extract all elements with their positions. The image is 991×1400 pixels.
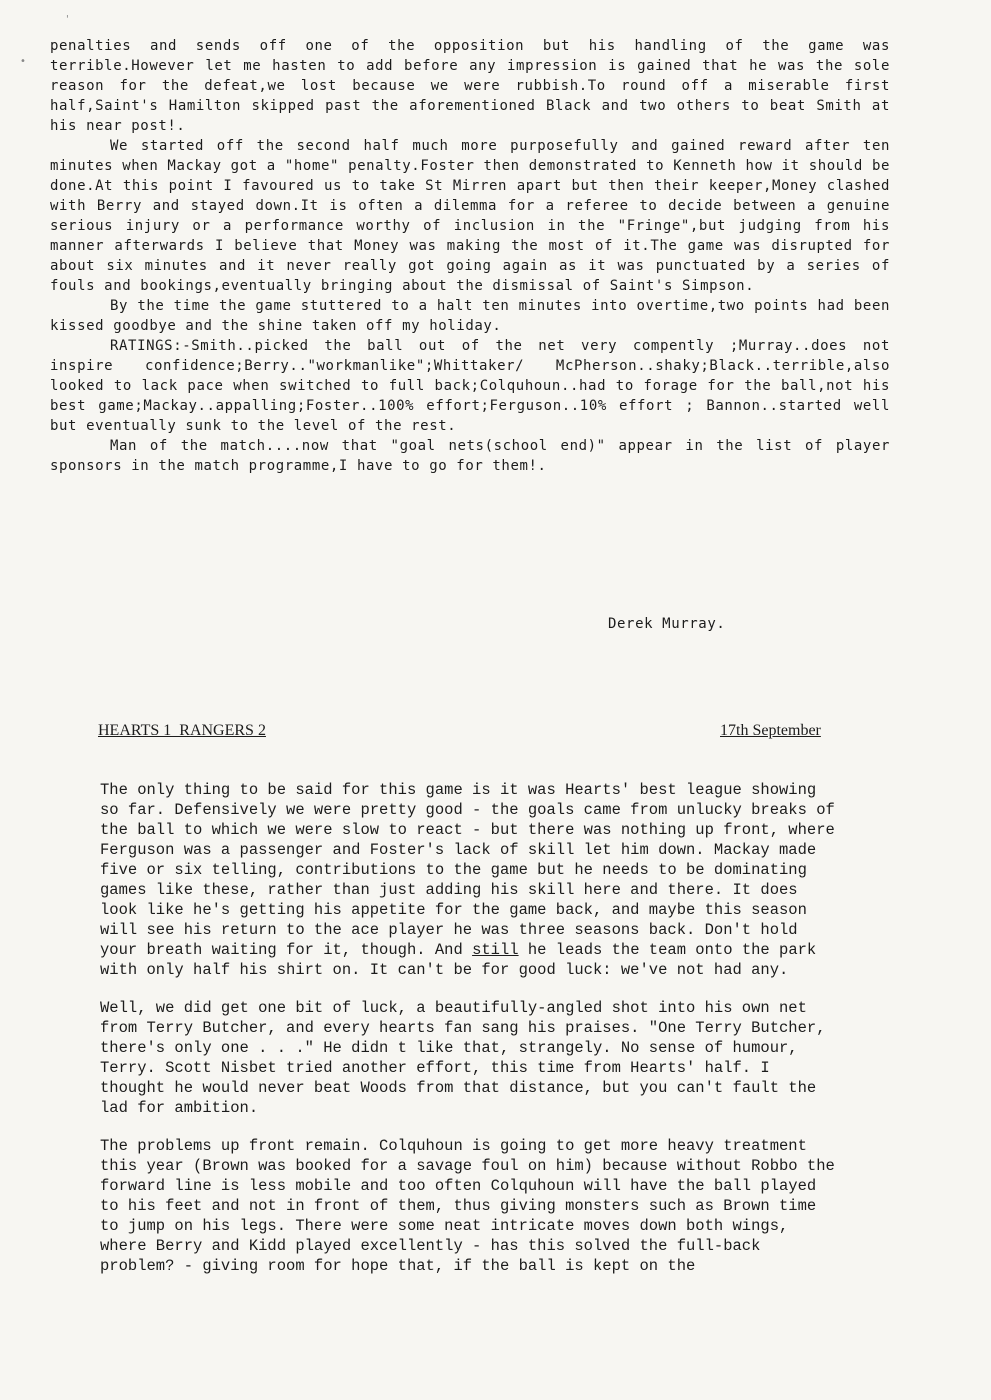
match-title: HEARTS 1 RANGERS 2 bbox=[98, 722, 266, 739]
underlined-word: still bbox=[472, 941, 519, 959]
match-date: 17th September bbox=[720, 722, 821, 739]
text-run: he leads the team onto the park with only half his shirt on. It can't be for good luck: we've not had any. bbox=[100, 941, 817, 979]
text-run: The only thing to be said for this game is it was Hearts' best league showing so far. Defensively we were pretty good - the goals came from unlucky breaks of the ball to which we were slow to react - but there was nothing up front, where Ferguson was a passenger and Foster's lack of skill let him down. Mackay made five or six telling, contributions to the game but he needs to be dominating games like these, rather than just adding his skill here and there. It does look like he's getting his appetite for the game back, and maybe this season will see his return to the ace player he was three seasons back. Don't hold your breath waiting for it, though. And bbox=[100, 781, 835, 959]
scan-mark: ' bbox=[66, 14, 69, 25]
article-st-mirren-report bbox=[50, 36, 890, 476]
paragraph: The problems up front remain. Colquhoun is going to get more heavy treatment this year (Brown was booked for a savage foul on him) because without Robbo the forward line is less mobile and too often Colquhoun will have the ball played to his feet and not in front of them, thus giving monsters such as Brown time to jump on his legs. There were some neat intricate moves down both wings, where Berry and Kidd played excellently - has this solved the full-back problem? - giving room for hope that, if the ball is kept on the bbox=[100, 1137, 835, 1275]
ratings-paragraph: RATINGS:-Smith..picked the ball out of the net very compently ;Murray..does not inspire confidence;Berry.."workmanlike";Whittaker/ McPherson..shaky;Black..terrible,also looked to lack pace when switched to full back;Colquhoun..had to forage for the ball,not his best game;Mackay..appalling;Foster..100% effort;Ferguson..10% effort ; Bannon..started well but eventually sunk to the level of the rest. bbox=[50, 338, 890, 434]
article-hearts-rangers-report bbox=[100, 780, 840, 1276]
paragraph: Man of the match....now that "goal nets(school end)" appear in the list of player sponsors in the match programme,I have to go for them!. bbox=[50, 438, 890, 474]
paragraph: Well, we did get one bit of luck, a beautifully-angled shot into his own net from Terry Butcher, and every hearts fan sang his praises. "One Terry Butcher, there's only one . . ." He didn t like that, strangely. No sense of humour, Terry. Scott Nisbet tried another effort, this time from Hearts' half. I thought he would never beat Woods from that distance, but you can't fault the lad for ambition. bbox=[100, 999, 826, 1117]
paragraph: penalties and sends off one of the opposition but his handling of the game was terrible.However let me hasten to add before any impression is gained that he was the sole reason for the defeat,we lost because we were rubbish.To round off a miserable first half,Saint's Hamilton skipped past the aforementioned Black and two others to beat Smith at his near post!. bbox=[50, 38, 890, 134]
paragraph: By the time the game stuttered to a halt ten minutes into overtime,two points had been kissed goodbye and the shine taken off my holiday. bbox=[50, 298, 890, 334]
paragraph bbox=[100, 780, 840, 980]
scan-mark: • bbox=[20, 56, 26, 67]
paragraph: We started off the second half much more purposefully and gained reward after ten minutes when Mackay got a "home" penalty.Foster then demonstrated to Kenneth how it should be done.At this point I favoured us to take St Mirren apart but then their keeper,Money clashed with Berry and stayed down.It is often a dilemma for a referee to decide between a genuine serious injury or a performance worthy of inclusion in the "Fringe",but judging from his manner afterwards I believe that Money was making the most of it.The game was disrupted for about six minutes and it never really got going again as it was punctuated by a series of fouls and bookings,eventually bringing about the dismissal of Saint's Simpson. bbox=[50, 138, 890, 294]
author-signature: Derek Murray. bbox=[608, 616, 726, 632]
